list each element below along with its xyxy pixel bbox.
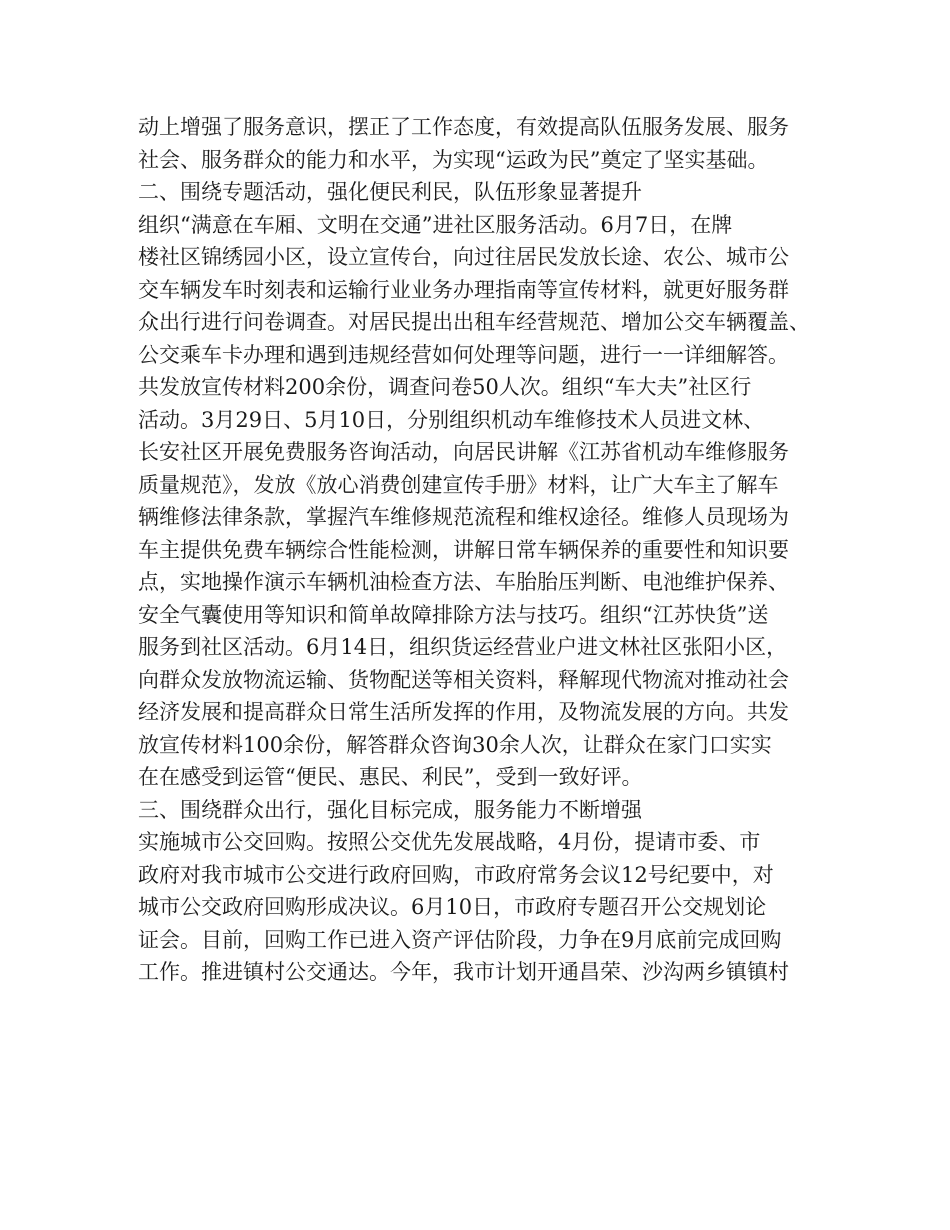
text-line: 工作。推进镇村公交通达。今年，我市计划开通昌荣、沙沟两乡镇镇村: [138, 960, 789, 984]
text-line: 共发放宣传材料200余份，调查问卷50人次。组织“车大夫”社区行: [138, 375, 752, 399]
text-line: 质量规范》，发放《放心消费创建宣传手册》材料，让广大车主了解车: [138, 472, 779, 497]
text-line: 经济发展和提高群众日常生活所发挥的作用，及物流发展的方向。共发: [138, 700, 789, 724]
text-line: 实施城市公交回购。按照公交优先发展战略，4月份，提请市委、市: [138, 830, 761, 854]
document-body: [138, 111, 828, 989]
text-line: 交车辆发车时刻表和运输行业业务办理指南等宣传材料，就更好服务群: [138, 277, 789, 302]
text-line: 车主提供免费车辆综合性能检测，讲解日常车辆保养的重要性和知识要: [138, 537, 789, 562]
text-line: 点，实地操作演示车辆机油检查方法、车胎胎压判断、电池维护保养、: [138, 570, 789, 594]
text-line: 活动。3月29日、5月10日，分别组织机动车维修技术人员进文林、: [138, 407, 765, 432]
text-line: 证会。目前，回购工作已进入资产评估阶段，力争在9月底前完成回购: [138, 927, 782, 952]
text-line: 向群众发放物流运输、货物配送等相关资料，释解现代物流对推动社会: [138, 667, 789, 692]
text-line: 楼社区锦绣园小区，设立宣传台，向过往居民发放长途、农公、城市公: [138, 245, 789, 269]
section-heading: 二、围绕专题活动，强化便民利民，队伍形象显著提升: [138, 180, 642, 204]
section-heading: 三、围绕群众出行，强化目标完成，服务能力不断增强: [138, 797, 642, 822]
text-line: 组织“满意在车厢、文明在交通”进社区服务活动。6月7日，在牌: [138, 212, 733, 237]
text-line: 辆维修法律条款，掌握汽车维修规范流程和维权途径。维修人员现场为: [138, 505, 789, 529]
text-line: 公交乘车卡办理和遇到违规经营如何处理等问题，进行一一详细解答。: [138, 342, 789, 367]
text-line: 安全气囊使用等知识和简单故障排除方法与技巧。组织“江苏快货”送: [138, 602, 769, 627]
text-line: 放宣传材料100余份，解答群众咨询30余人次，让群众在家门口实实: [138, 732, 772, 757]
text-line: 众出行进行问卷调查。对居民提出出租车经营规范、增加公交车辆覆盖、: [138, 310, 810, 334]
text-line: 长安社区开展免费服务咨询活动，向居民讲解《江苏省机动车维修服务: [138, 440, 789, 464]
text-line: 城市公交政府回购形成决议。6月10日，市政府专题召开公交规划论: [138, 895, 767, 919]
text-line: 服务到社区活动。6月14日，组织货运经营业户进文林社区张阳小区，: [138, 635, 788, 659]
text-line: 在在感受到运管“便民、惠民、利民”，受到一致好评。: [138, 765, 643, 789]
text-line: 社会、服务群众的能力和水平，为实现“运政为民”奠定了坚实基础。: [138, 147, 769, 172]
text-line: 政府对我市城市公交进行政府回购，市政府常务会议12号纪要中，对: [138, 862, 774, 887]
text-line: 动上增强了服务意识，摆正了工作态度，有效提高队伍服务发展、服务: [138, 115, 789, 139]
